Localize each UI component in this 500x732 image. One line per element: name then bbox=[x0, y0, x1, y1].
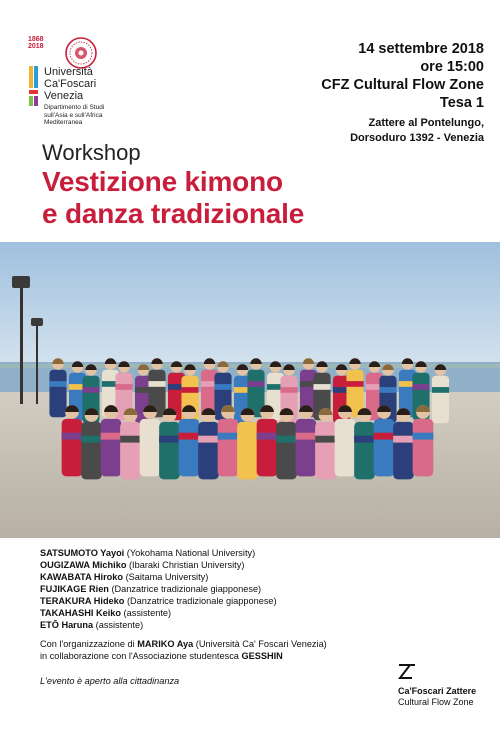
event-venue: CFZ Cultural Flow Zone bbox=[321, 77, 484, 93]
anniversary-150-icon bbox=[28, 52, 42, 114]
participant-row bbox=[40, 595, 277, 607]
cfz-mark-icon bbox=[398, 662, 416, 680]
participant-name: KAWABATA Hiroko bbox=[40, 572, 124, 582]
university-name: Università Ca'Foscari Venezia bbox=[44, 66, 97, 102]
participant-row bbox=[40, 607, 277, 619]
event-details bbox=[321, 40, 484, 146]
anniversary-years: 1868 2018 bbox=[28, 36, 44, 50]
participant-row bbox=[40, 547, 277, 559]
participant-row bbox=[40, 559, 277, 571]
participant-name: OUGIZAWA Michiko bbox=[40, 560, 127, 570]
event-room: Tesa 1 bbox=[439, 95, 484, 111]
event-date: 14 settembre 2018 bbox=[358, 41, 484, 57]
organization-note: Con l'organizzazione di MARIKO Aya (Università Ca' Foscari Venezia) in collaborazione con l'Associazione studentesca GESSHIN bbox=[40, 639, 327, 661]
department-name: Dipartimento di Studi sull'Asia e sull'Africa Mediterranea bbox=[44, 104, 105, 126]
event-address: Zattere al Pontelungo, Dorsoduro 1392 - Venezia bbox=[350, 117, 484, 144]
participant-row bbox=[40, 583, 277, 595]
cfz-logo: Ca'Foscari Zattere Cultural Flow Zone bbox=[398, 662, 490, 707]
participant-name: TAKAHASHI Keiko bbox=[40, 608, 121, 618]
participant-name: TERAKURA Hideko bbox=[40, 596, 125, 606]
university-seal-icon bbox=[64, 36, 98, 70]
workshop-title: Vestizione kimono e danza tradizionale bbox=[42, 166, 305, 229]
participant-role: (Danzatrice tradizionale giapponese) bbox=[108, 584, 262, 594]
workshop-kicker: Workshop bbox=[42, 140, 141, 165]
participant-name: ETŌ Haruna bbox=[40, 620, 94, 630]
university-logo bbox=[28, 36, 148, 128]
event-time: ore 15:00 bbox=[420, 59, 484, 75]
participant-row bbox=[40, 571, 277, 583]
participant-role: (assistente) bbox=[93, 620, 144, 630]
participant-row bbox=[40, 619, 277, 631]
group-photo-illustration bbox=[0, 242, 500, 538]
participants-list bbox=[40, 547, 277, 631]
participant-role: (Saitama University) bbox=[123, 572, 209, 582]
public-notice: L'evento è aperto alla cittadinanza bbox=[40, 676, 180, 686]
participant-role: (assistente) bbox=[121, 608, 172, 618]
participant-role: (Danzatrice tradizionale giapponese) bbox=[124, 596, 277, 606]
participant-name: FUJIKAGE Rien bbox=[40, 584, 109, 594]
participant-role: (Ibaraki Christian University) bbox=[126, 560, 245, 570]
participant-role: (Yokohama National University) bbox=[124, 548, 256, 558]
participant-name: SATSUMOTO Yayoi bbox=[40, 548, 125, 558]
group-photo bbox=[0, 242, 500, 538]
